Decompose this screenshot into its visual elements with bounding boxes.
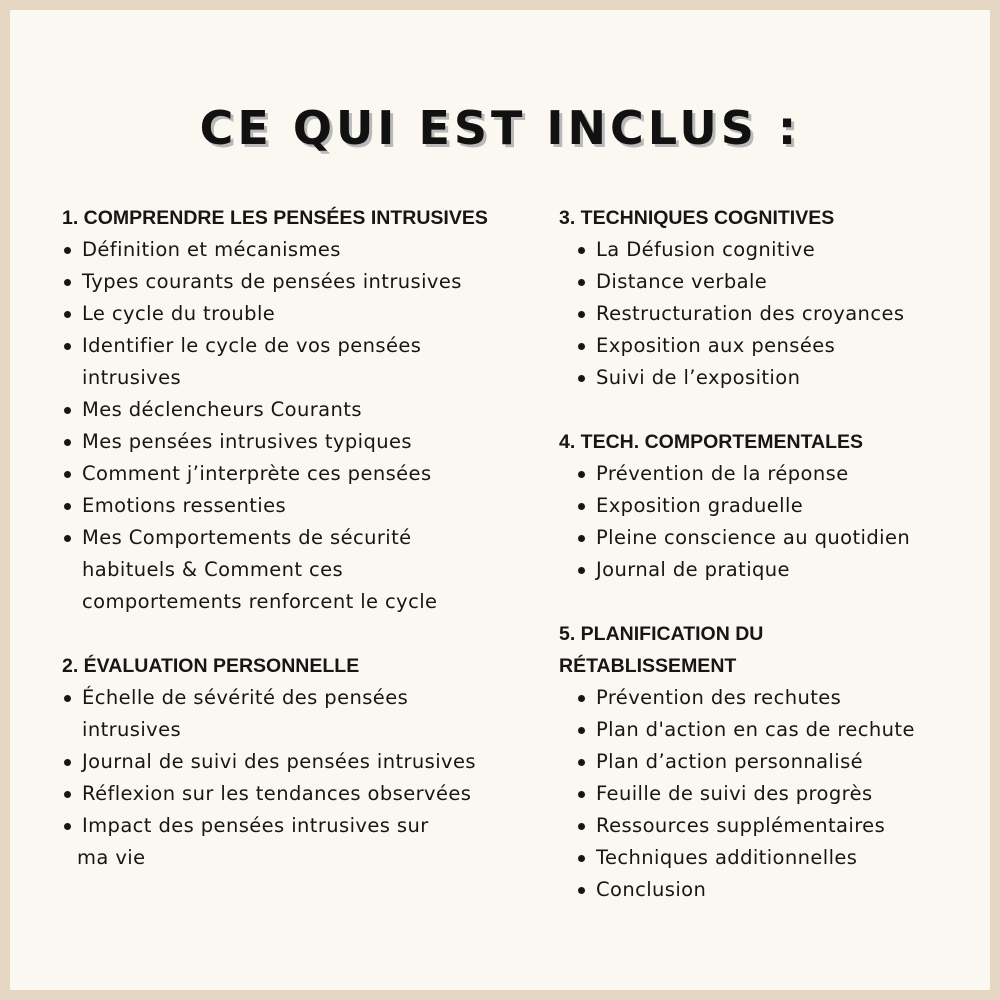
list-item-line: ma vie xyxy=(77,846,146,869)
section-tech-comportementales xyxy=(559,426,979,586)
section-list xyxy=(62,234,532,618)
list-item: Ressources supplémentaires xyxy=(576,810,979,842)
list-item-line: habituels & Comment ces xyxy=(82,558,344,581)
list-item: Plan d'action en cas de rechute xyxy=(576,714,979,746)
list-item: Mes déclencheurs Courants xyxy=(62,394,532,426)
list-item: Exposition graduelle xyxy=(576,490,979,522)
list-item: Distance verbale xyxy=(576,266,979,298)
section-heading: 4. TECH. COMPORTEMENTALES xyxy=(559,431,864,453)
list-item: Prévention de la réponse xyxy=(576,458,979,490)
list-item: Pleine conscience au quotidien xyxy=(576,522,979,554)
list-item: Exposition aux pensées xyxy=(576,330,979,362)
list-item-line: Mes Comportements de sécurité xyxy=(82,526,412,549)
list-item: La Défusion cognitive xyxy=(576,234,979,266)
list-item xyxy=(62,682,532,746)
list-item xyxy=(62,810,532,874)
section-list xyxy=(559,682,979,906)
section-heading xyxy=(559,618,979,682)
list-item: Conclusion xyxy=(576,874,979,906)
list-item: Le cycle du trouble xyxy=(62,298,532,330)
list-item: Journal de pratique xyxy=(576,554,979,586)
list-item: Prévention des rechutes xyxy=(576,682,979,714)
list-item-line: comportements renforcent le cycle xyxy=(82,590,438,613)
list-item: Restructuration des croyances xyxy=(576,298,979,330)
section-list xyxy=(559,234,979,394)
section-list xyxy=(559,458,979,586)
list-item: Plan d’action personnalisé xyxy=(576,746,979,778)
list-item-line: Identifier le cycle de vos pensées xyxy=(82,334,422,357)
list-item: Réflexion sur les tendances observées xyxy=(62,778,532,810)
list-item: Définition et mécanismes xyxy=(62,234,532,266)
list-item-line: Impact des pensées intrusives sur xyxy=(82,814,429,837)
list-item: Types courants de pensées intrusives xyxy=(62,266,532,298)
section-heading-line: RÉTABLISSEMENT xyxy=(559,655,737,677)
list-item-line: intrusives xyxy=(82,366,182,389)
left-column xyxy=(62,202,532,906)
section-evaluation xyxy=(62,650,532,874)
list-item: Feuille de suivi des progrès xyxy=(576,778,979,810)
section-list xyxy=(62,682,532,874)
list-item: Techniques additionnelles xyxy=(576,842,979,874)
list-item xyxy=(62,522,532,618)
list-item: Mes pensées intrusives typiques xyxy=(62,426,532,458)
list-item-line: Échelle de sévérité des pensées xyxy=(82,686,409,709)
page-title: CE QUI EST INCLUS : xyxy=(199,100,801,155)
section-planification xyxy=(559,618,979,906)
list-item: Comment j’interprète ces pensées xyxy=(62,458,532,490)
list-item: Journal de suivi des pensées intrusives xyxy=(62,746,532,778)
section-heading-line: 5. PLANIFICATION DU xyxy=(559,623,764,645)
section-heading: 1. COMPRENDRE LES PENSÉES INTRUSIVES xyxy=(62,207,488,229)
section-heading: 2. ÉVALUATION PERSONNELLE xyxy=(62,655,360,677)
right-column xyxy=(559,202,979,938)
list-item-line: intrusives xyxy=(82,718,182,741)
section-techniques-cognitives xyxy=(559,202,979,394)
list-item xyxy=(62,330,532,394)
section-heading: 3. TECHNIQUES COGNITIVES xyxy=(559,207,835,229)
list-item: Emotions ressenties xyxy=(62,490,532,522)
section-comprendre xyxy=(62,202,532,618)
list-item: Suivi de l’exposition xyxy=(576,362,979,394)
